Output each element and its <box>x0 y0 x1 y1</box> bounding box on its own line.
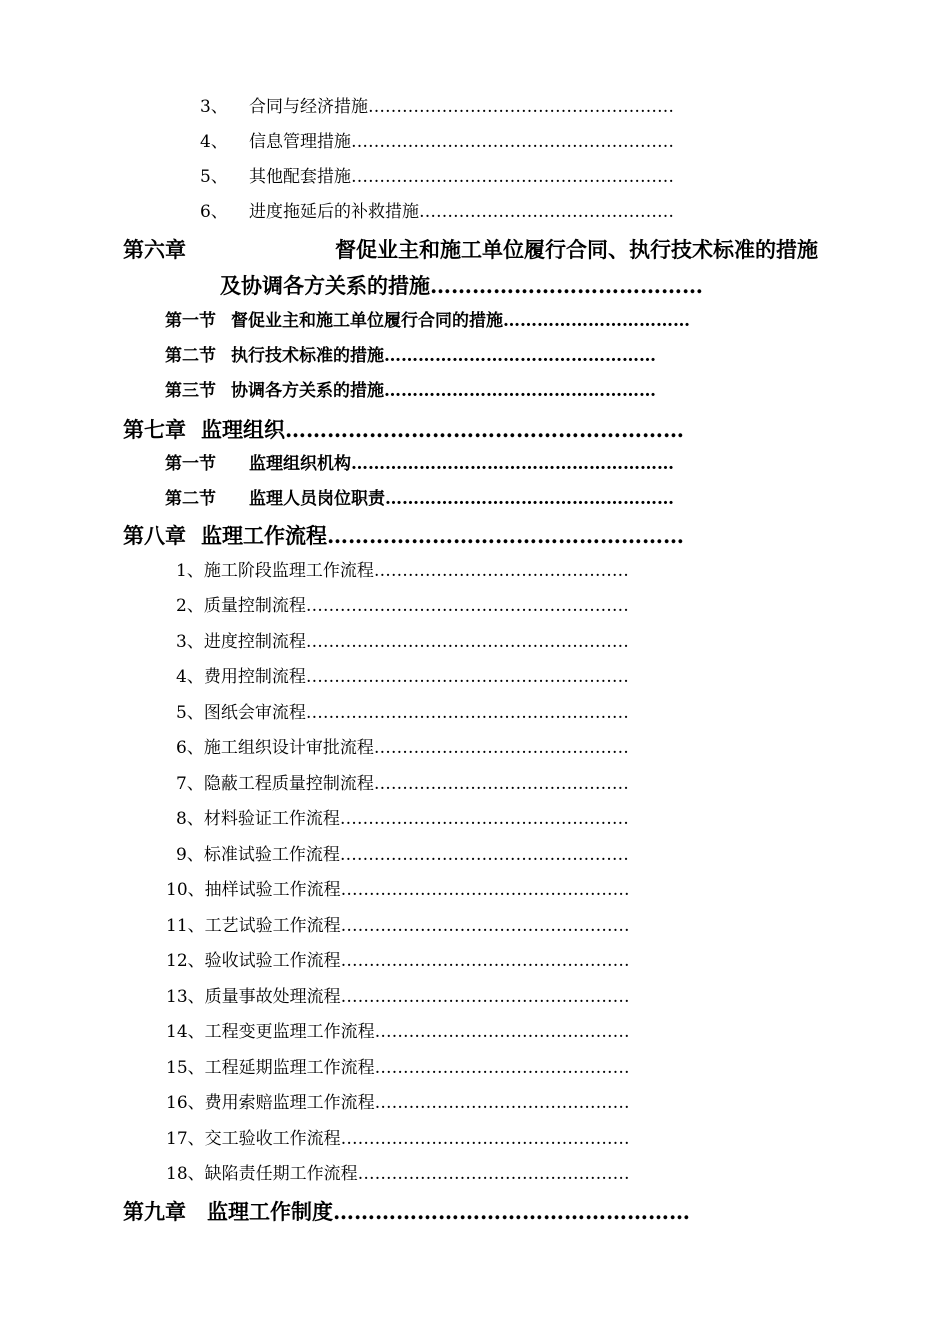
item-number: 5、 <box>176 703 204 723</box>
section-label: 第一节 <box>165 454 216 474</box>
toc-item[interactable] <box>166 1131 630 1148</box>
section-label: 第二节 <box>165 346 216 366</box>
toc-item[interactable] <box>176 847 629 864</box>
toc-item[interactable] <box>166 1166 630 1183</box>
toc-item[interactable] <box>176 705 629 722</box>
chapter-title-continued[interactable] <box>220 275 703 296</box>
chapter-title: 监理工作流程 <box>201 523 327 548</box>
item-number: 6、 <box>176 738 204 758</box>
item-number: 9、 <box>176 845 204 865</box>
toc-item[interactable] <box>176 669 629 686</box>
item-number: 7、 <box>176 774 204 794</box>
chapter-label: 第八章 <box>123 523 186 548</box>
chapter-title-line1: 督促业主和施工单位履行合同、执行技术标准的措施 <box>335 237 818 262</box>
item-text: 隐蔽工程质量控制流程 <box>203 774 374 794</box>
leader-dots: ……………………………………………… <box>368 97 674 117</box>
leader-dots: …………………………………………… <box>340 880 630 900</box>
chapter-label: 第七章 <box>123 417 186 442</box>
leader-dots: …………………………………………… <box>339 809 629 829</box>
leader-dots: …………………………………………… <box>333 1199 690 1224</box>
item-number: 8、 <box>176 809 204 829</box>
leader-dots: ………………………………… <box>430 273 703 298</box>
leader-dots: ……………………………………… <box>374 1093 630 1113</box>
toc-item[interactable] <box>176 598 629 615</box>
toc-item[interactable] <box>166 953 630 970</box>
chapter-heading[interactable] <box>123 1201 690 1222</box>
chapter-title[interactable] <box>335 239 818 260</box>
item-text: 缺陷责任期工作流程 <box>204 1164 358 1184</box>
item-number: 11、 <box>166 916 205 936</box>
leader-dots: ……………………………………… <box>374 1058 630 1078</box>
item-text: 工艺试验工作流程 <box>204 916 341 936</box>
leader-dots: ………………………………………… <box>384 381 656 401</box>
item-text: 工程变更监理工作流程 <box>204 1022 375 1042</box>
chapter-heading[interactable] <box>123 525 684 546</box>
leader-dots: …………………………………………… <box>340 951 630 971</box>
toc-item[interactable] <box>166 1024 630 1041</box>
section-text: 执行技术标准的措施 <box>231 346 384 366</box>
item-number: 5、 <box>200 167 228 187</box>
item-text: 进度控制流程 <box>203 632 306 652</box>
toc-item[interactable] <box>176 740 629 757</box>
toc-item[interactable] <box>200 134 674 151</box>
item-number: 13、 <box>166 987 205 1007</box>
leader-dots: ………………………………………………… <box>351 132 674 152</box>
section-text: 监理人员岗位职责 <box>249 489 385 509</box>
toc-item[interactable] <box>200 99 674 116</box>
chapter-heading[interactable] <box>123 239 186 260</box>
chapter-title: 监理组织 <box>201 417 285 442</box>
section-text: 监理组织机构 <box>249 454 351 474</box>
toc-item[interactable] <box>176 563 629 580</box>
item-text: 其他配套措施 <box>249 167 351 187</box>
leader-dots: ……………………………………… <box>373 774 629 794</box>
item-number: 10、 <box>166 880 205 900</box>
item-number: 2、 <box>176 596 204 616</box>
item-text: 合同与经济措施 <box>249 97 368 117</box>
toc-section[interactable] <box>165 313 690 330</box>
item-text: 验收试验工作流程 <box>204 951 341 971</box>
leader-dots: …………………………………………… <box>340 987 630 1007</box>
leader-dots: ……………………………………… <box>373 561 629 581</box>
item-number: 18、 <box>166 1164 205 1184</box>
item-number: 12、 <box>166 951 205 971</box>
chapter-label: 第六章 <box>123 237 186 262</box>
toc-section[interactable] <box>165 348 656 365</box>
toc-item[interactable] <box>176 776 629 793</box>
item-number: 15、 <box>166 1058 205 1078</box>
chapter-title: 监理工作制度 <box>207 1199 333 1224</box>
leader-dots: ………………………………………………… <box>351 454 674 474</box>
toc-item[interactable] <box>166 1060 630 1077</box>
leader-dots: …………………………………………… <box>385 489 674 509</box>
section-label: 第一节 <box>165 311 216 331</box>
section-label: 第三节 <box>165 381 216 401</box>
item-number: 4、 <box>176 667 204 687</box>
item-text: 质量事故处理流程 <box>204 987 341 1007</box>
chapter-label: 第九章 <box>123 1199 186 1224</box>
leader-dots: …………………………………………… <box>327 523 684 548</box>
item-number: 16、 <box>166 1093 205 1113</box>
toc-item[interactable] <box>166 882 630 899</box>
leader-dots: …………………………… <box>503 311 690 331</box>
toc-item[interactable] <box>176 811 629 828</box>
leader-dots: ……………………………………… <box>419 202 674 222</box>
toc-section[interactable] <box>165 383 656 400</box>
toc-item[interactable] <box>166 918 630 935</box>
leader-dots: ………………………………………………… <box>305 632 629 652</box>
leader-dots: ………………………………………………… <box>305 667 629 687</box>
leader-dots: ………………………………………………… <box>305 703 629 723</box>
section-text: 协调各方关系的措施 <box>231 381 384 401</box>
item-text: 质量控制流程 <box>203 596 306 616</box>
toc-item[interactable] <box>166 989 630 1006</box>
item-text: 材料验证工作流程 <box>203 809 340 829</box>
toc-item[interactable] <box>166 1095 630 1112</box>
item-text: 工程延期监理工作流程 <box>204 1058 375 1078</box>
chapter-title-line2: 及协调各方关系的措施 <box>220 273 430 298</box>
toc-item[interactable] <box>200 169 674 186</box>
leader-dots: ………………………………………… <box>357 1164 630 1184</box>
item-text: 费用控制流程 <box>203 667 306 687</box>
item-text: 施工组织设计审批流程 <box>203 738 374 758</box>
leader-dots: …………………………………………… <box>340 916 630 936</box>
section-label: 第二节 <box>165 489 216 509</box>
item-number: 3、 <box>176 632 204 652</box>
item-text: 标准试验工作流程 <box>203 845 340 865</box>
toc-section[interactable] <box>165 491 674 508</box>
leader-dots: ……………………………………… <box>373 738 629 758</box>
item-number: 4、 <box>200 132 228 152</box>
item-text: 施工阶段监理工作流程 <box>203 561 374 581</box>
toc-item[interactable] <box>176 634 629 651</box>
leader-dots: ………………………………………………… <box>285 417 684 442</box>
item-text: 抽样试验工作流程 <box>204 880 341 900</box>
leader-dots: …………………………………………… <box>340 1129 630 1149</box>
item-number: 1、 <box>176 561 204 581</box>
item-text: 费用索赔监理工作流程 <box>204 1093 375 1113</box>
item-text: 进度拖延后的补救措施 <box>249 202 419 222</box>
item-number: 6、 <box>200 202 228 222</box>
item-number: 14、 <box>166 1022 205 1042</box>
item-text: 信息管理措施 <box>249 132 351 152</box>
toc-section[interactable] <box>165 456 674 473</box>
leader-dots: …………………………………………… <box>339 845 629 865</box>
item-number: 3、 <box>200 97 228 117</box>
section-text: 督促业主和施工单位履行合同的措施 <box>231 311 503 331</box>
item-text: 交工验收工作流程 <box>204 1129 341 1149</box>
toc-item[interactable] <box>200 204 674 221</box>
item-number: 17、 <box>166 1129 205 1149</box>
leader-dots: ………………………………………………… <box>305 596 629 616</box>
chapter-heading[interactable] <box>123 419 684 440</box>
item-text: 图纸会审流程 <box>203 703 306 723</box>
leader-dots: ………………………………………… <box>384 346 656 366</box>
leader-dots: ……………………………………… <box>374 1022 630 1042</box>
leader-dots: ………………………………………………… <box>351 167 674 187</box>
